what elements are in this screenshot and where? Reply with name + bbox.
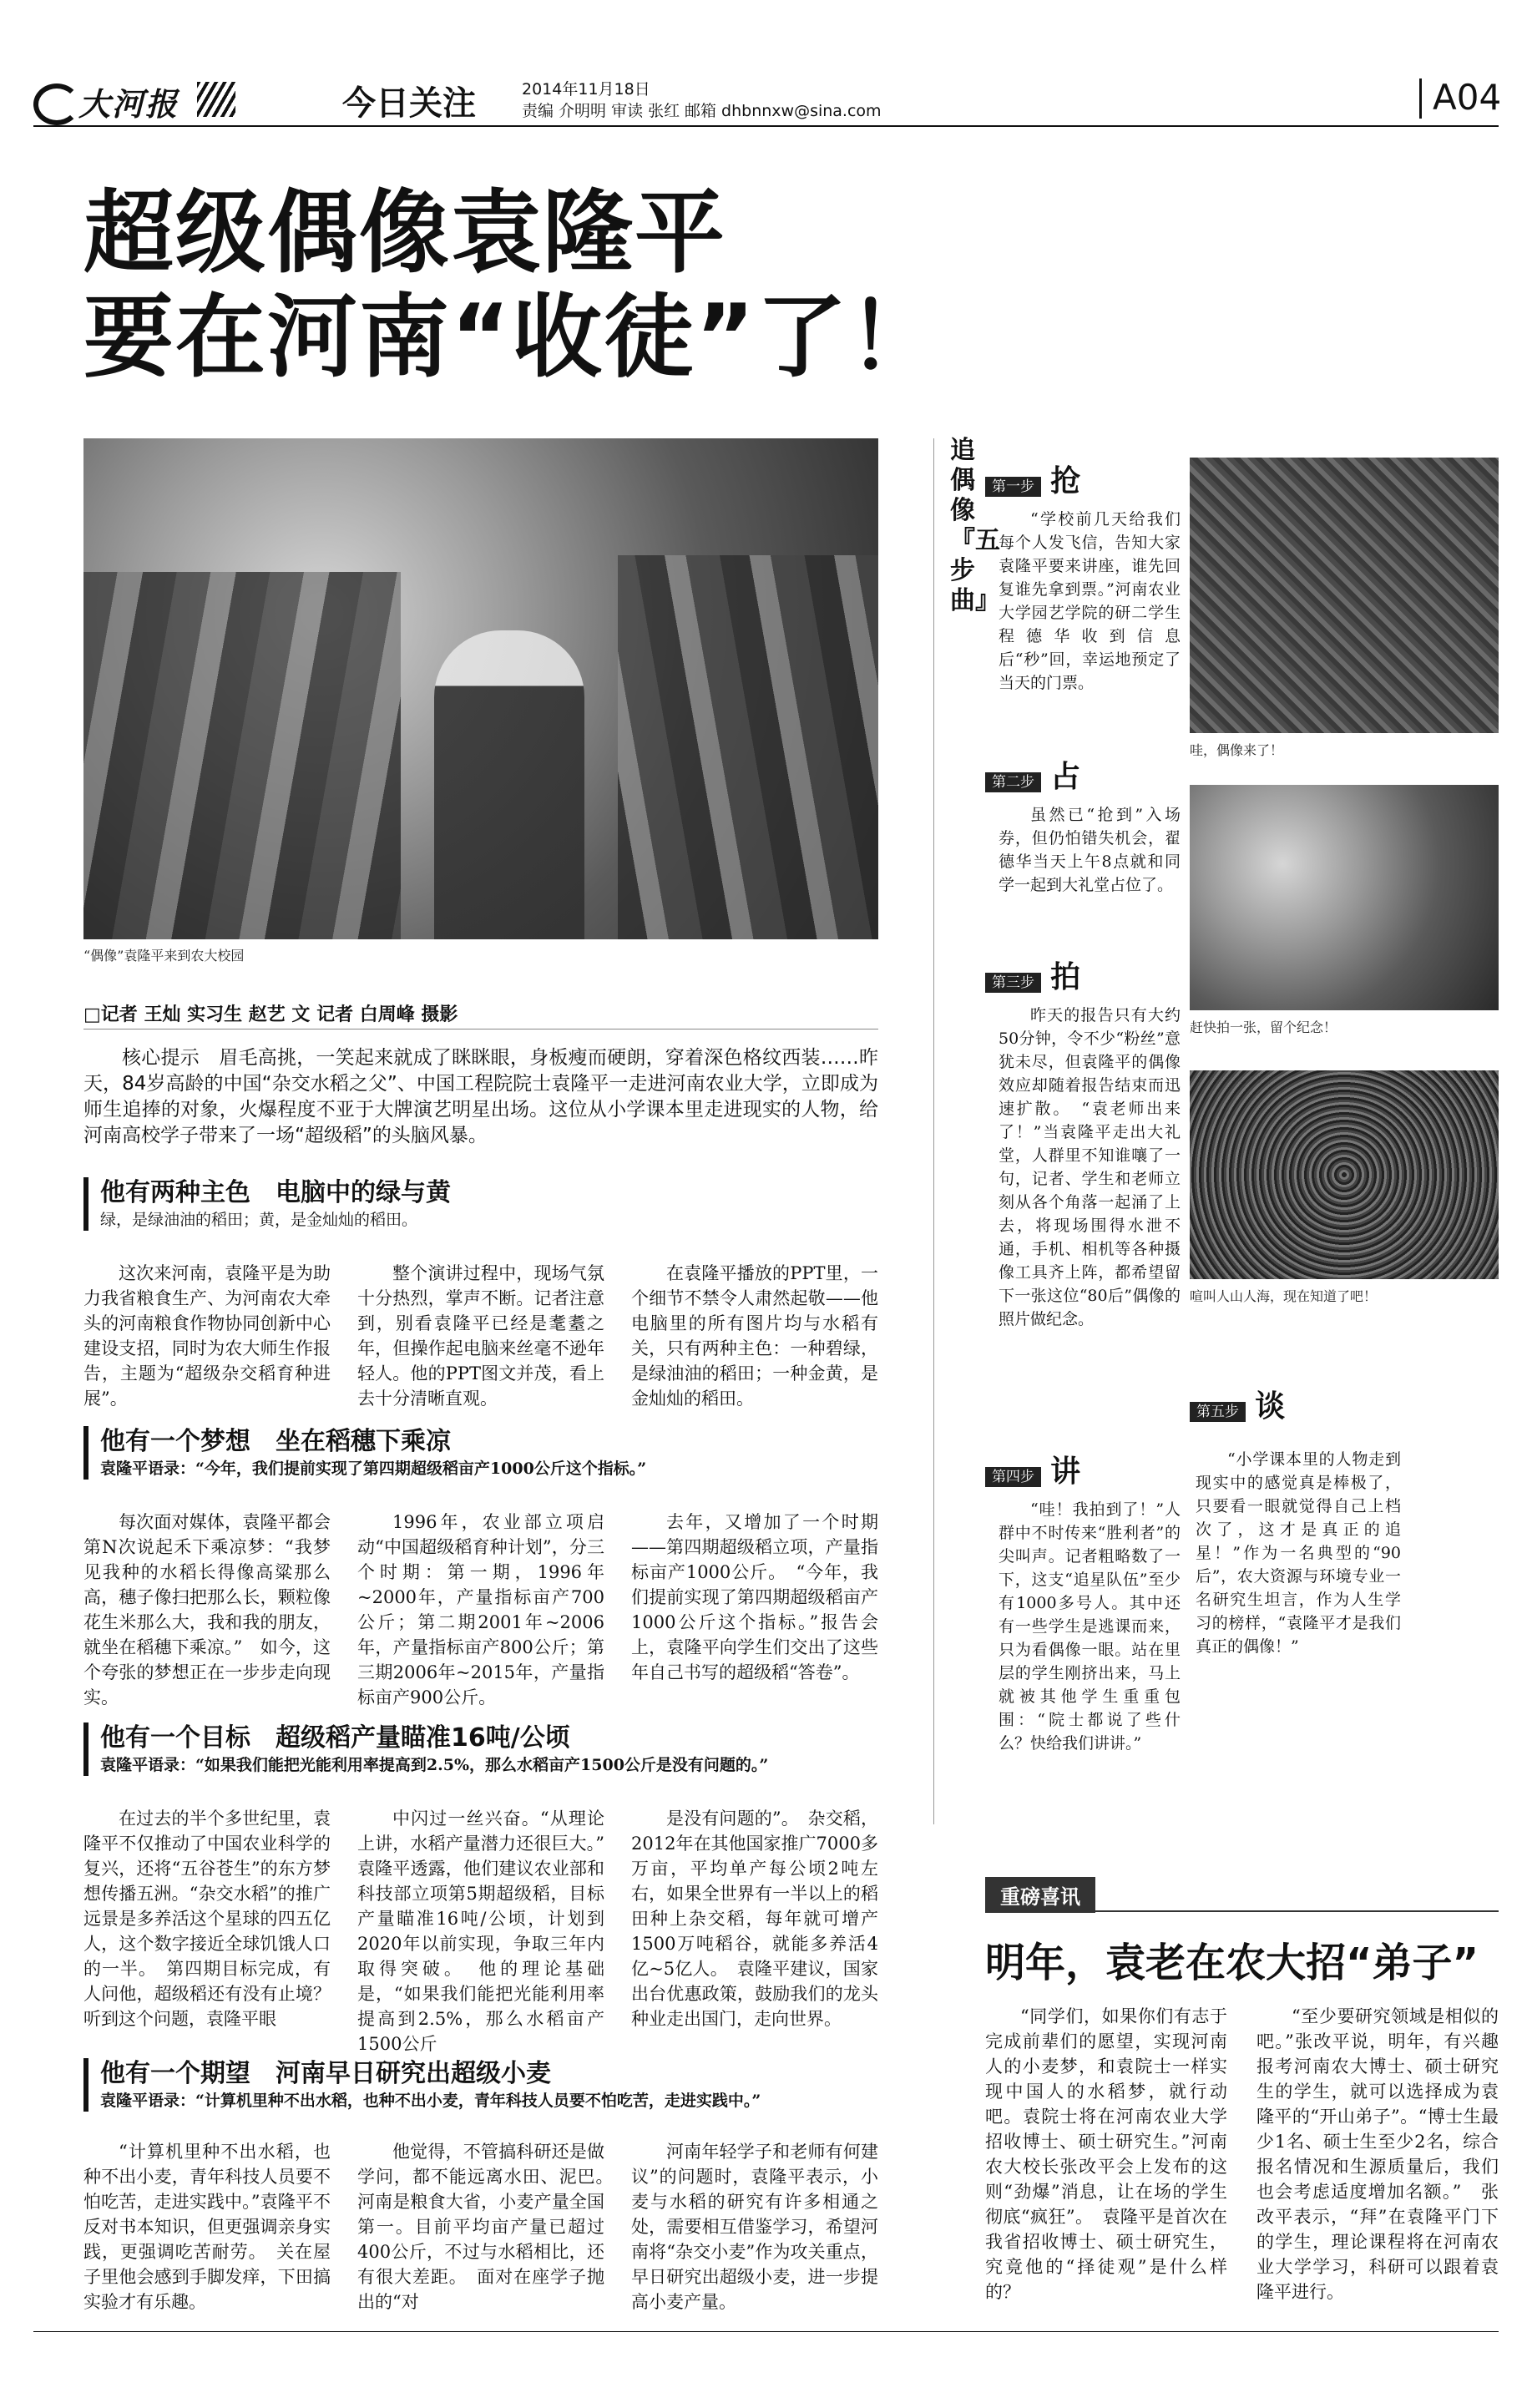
step-2 <box>985 753 1177 796</box>
section-3 <box>83 1723 878 1776</box>
section-1-title: 他有两种主色 电脑中的绿与黄 <box>100 1178 451 1207</box>
section-1-col-3: 在袁隆平播放的PPT里，一个细节不禁令人肃然起敬——他电脑里的所有图片均与水稻有关，只有两种主色：一种碧绿，是绿油油的稻田；一种金黄，是金灿灿的稻田。 <box>631 1263 878 1409</box>
masthead-rule <box>33 125 1499 127</box>
logo-swirl-icon <box>33 83 80 125</box>
masthead <box>33 73 1502 125</box>
main-photo-crowd-left <box>83 572 401 939</box>
section-4-sub: 袁隆平语录：“计算机里种不出水稻，也种不出小麦，青年科技人员要不怕吃苦，走进实践中。” <box>100 2092 761 2110</box>
section-3-col-2: 中闪过一丝兴奋。“从理论上讲，水稻产量潜力还很巨大。” 袁隆平透露，他们建议农业部和科技部立项第5期超级稻，目标产量瞄准16吨/公顷，计划到2020年以前实现，争取三年内取得突破。 他的理论基础是，“如果我们能把光能利用率提高到2.5%，那么水稻亩产1500公斤 <box>357 1809 622 2054</box>
section-title: 今日关注 <box>342 83 476 123</box>
logo <box>33 78 242 123</box>
page-number: A04 <box>1433 77 1502 118</box>
step-4-tag: 第四步 <box>985 1467 1041 1487</box>
step-3-text: 昨天的报告只有大约50分钟，令不少“粉丝”意犹未尽，但袁隆平的偶像效应却随着报告结束而迅速扩散。 “袁老师出来了！”当袁隆平走出大礼堂，人群里不知谁嚷了一句，记者、学生和老师立刻从各个角落一起涌了上去，将现场围得水泄不通，手机、相机等各种摄像工具齐上阵，都希望留下一张这位“80后”偶像的照片做纪念。 <box>999 1006 1181 1328</box>
section-2-col-1: 每次面对媒体，袁隆平都会第N次说起禾下乘凉梦：“我梦见我种的水稻长得像高粱那么高，穗子像扫把那么长，颗粒像花生米那么大，我和我的朋友，就坐在稻穗下乘凉。” 如今，这个夸张的梦想正在一步步走向现实。 <box>83 1512 331 1707</box>
step-4-name: 讲 <box>1050 1454 1081 1489</box>
step-1-name: 抢 <box>1050 464 1081 498</box>
step-3-name: 拍 <box>1050 960 1081 994</box>
section-1 <box>83 1177 878 1231</box>
sidebar-photo-2-caption: 赶快拍一张，留个纪念！ <box>1190 1019 1337 1035</box>
logo-slash-divider <box>197 82 235 117</box>
step-2-tag: 第二步 <box>985 772 1041 792</box>
sidebar-photo-3 <box>1190 1070 1499 1279</box>
section-4-col-1: “计算机里种不出水稻，也种不出小麦，青年科技人员要不怕吃苦，走进实践中。”袁隆平不反对书本知识，但更强调亲身实践，更强调吃苦耐劳。 关在屋子里他会感到手脚发痒，下田搞实验才有乐趣。 <box>83 2142 331 2312</box>
section-3-col-3: 是没有问题的”。 杂交稻，2012年在其他国家推广7000多万亩，平均单产每公顷2吨左右，如果全世界有一半以上的稻田种上杂交稻，每年就可增产1500万吨稻谷，就能多养活4亿~5亿人。 袁隆平建议，国家出台优惠政策，鼓励我们的龙头种业走出国门，走向世界。 <box>631 1809 878 2029</box>
section-4 <box>83 2058 878 2112</box>
step-5-tag: 第五步 <box>1190 1402 1246 1422</box>
section-3-sub: 袁隆平语录：“如果我们能把光能利用率提高到2.5%，那么水稻亩产1500公斤是没有问题的。” <box>100 1756 769 1774</box>
sidebar-photo-1 <box>1190 458 1499 733</box>
sidebar-photo-3-caption: 喧叫人山人海，现在知道了吧！ <box>1190 1288 1378 1304</box>
main-photo <box>83 438 878 939</box>
step-1-text: “学校前几天给我们每个人发飞信，告知大家袁隆平要来讲座，谁先回复谁先拿到票。”河南农业大学园艺学院的研二学生程德华收到信息后“秒”回，幸运地预定了当天的门票。 <box>999 510 1181 692</box>
section-3-title: 他有一个目标 超级稻产量瞄准16吨/公顷 <box>100 1723 570 1753</box>
section-2-col-3: 去年，又增加了一个时期——第四期超级稻立项，产量指标亩产1000公斤。 “今年，我们提前实现了第四期超级稻亩产1000公斤这个指标。”报告会上，袁隆平向学生们交出了这些年自己书写的超级稻“答卷”。 <box>631 1512 878 1682</box>
news-col-1: “同学们，如果你们有志于完成前辈们的愿望，实现河南人的小麦梦，和袁院士一样实现中国人的水稻梦，就行动吧。袁院士将在河南农业大学招收博士、硕士研究生。”河南农大校长张改平会上发布的这则“劲爆”消息，让在场的学生彻底“疯狂”。 袁隆平是首次在我省招收博士、硕士研究生，究竟他的“择徒观”是什么样的？ <box>985 2006 1227 2302</box>
editors: 责编 介明明 审读 张红 <box>522 102 680 120</box>
step-5-text: “小学课本里的人物走到现实中的感觉真是棒极了，只要看一眼就觉得自己上档次了，这才是真正的追星！”作为一名典型的“90后”，农大资源与环境专业一名研究生坦言，作为人生学习的榜样，“袁隆平才是我们真正的偶像！” <box>1196 1450 1401 1656</box>
step-5-name: 谈 <box>1255 1389 1286 1424</box>
headline-line-1: 超级偶像袁隆平 <box>83 181 727 286</box>
section-2-title: 他有一个梦想 坐在稻穗下乘凉 <box>100 1427 451 1456</box>
news-col-2: “至少要研究领域是相似的吧。”张改平说，明年，有兴趣报考河南农大博士、硕士研究生的学生，就可以选择成为袁隆平的“开山弟子”。“博士生最少1名、硕士生至少2名，综合报名情况和生源质量后，我们也会考虑适度增加名额。” 张改平表示，“拜”在袁隆平门下的学生，理论课程将在河南农业大学学习，科研可以跟着袁隆平进行。 <box>1256 2006 1499 2302</box>
intro-text: 核心提示 眉毛高挑，一笑起来就成了眯眯眼，身板瘦而硬朗，穿着深色格纹西装……昨天，84岁高龄的中国“杂交水稻之父”、中国工程院院士袁隆平一走进河南农业大学，立即成为师生追捧的对象，火爆程度不亚于大牌演艺明星出场。这位从小学课本里走进现实的人物，给河南高校学子带来了一场“超级稻”的头脑风暴。 <box>83 1047 878 1146</box>
step-2-name: 占 <box>1050 760 1081 794</box>
news-rule <box>985 1910 1499 1912</box>
footer-rule <box>33 2331 1499 2332</box>
news-title: 明年，袁老在农大招“弟子” <box>985 1940 1479 1986</box>
step-3-tag: 第三步 <box>985 973 1041 993</box>
step-2-text: 虽然已“抢到”入场券，但仍怕错失机会，翟德华当天上午8点就和同学一起到大礼堂占位了。 <box>999 806 1181 894</box>
byline: □记者 王灿 实习生 赵艺 文 记者 白周峰 摄影 <box>83 1004 458 1025</box>
step-5 <box>1190 1383 1440 1425</box>
step-1 <box>985 458 1177 500</box>
section-4-col-3: 河南年轻学子和老师有何建议”的问题时，袁隆平表示，小麦与水稻的研究有许多相通之处，需要相互借鉴学习，希望河南将“杂交小麦”作为攻关重点，早日研究出超级小麦，进一步提高小麦产量。 <box>631 2142 878 2312</box>
step-4-text: “哇！我拍到了！”人群中不时传来“胜利者”的尖叫声。记者粗略数了一下，这支“追星队伍”至少有1000多号人。其中还有一些学生是逃课而来，只为看偶像一眼。站在里层的学生刚挤出来，马上就被其他学生重重包围：“院士都说了些什么？快给我们讲讲。” <box>999 1500 1181 1753</box>
main-photo-caption: “偶像”袁隆平来到农大校园 <box>83 948 245 964</box>
section-3-col-1: 在过去的半个多世纪里，袁隆平不仅推动了中国农业科学的复兴，还将“五谷苍生”的东方梦想传播五洲。“杂交水稻”的推广远景是多养活这个星球的四五亿人，这个数字接近全球饥饿人口的一半。 第四期目标完成，有人问他，超级稻还有没有止境？ 听到这个问题，袁隆平眼 <box>83 1809 348 2029</box>
column-divider <box>933 438 934 1824</box>
news-label: 重磅喜讯 <box>985 1877 1095 1913</box>
main-photo-crowd-right <box>618 555 878 939</box>
email: 邮箱 dhbnnxw@sina.com <box>685 102 882 120</box>
masthead-divider <box>1419 78 1422 119</box>
section-1-col-2: 整个演讲过程中，现场气氛十分热烈，掌声不断。记者注意到，别看袁隆平已经是耄耋之年，但操作起电脑来丝毫不逊年轻人。他的PPT图文并茂，看上去十分清晰直观。 <box>357 1263 604 1409</box>
section-1-sub: 绿，是绿油油的稻田；黄，是金灿灿的稻田。 <box>100 1211 418 1229</box>
step-3 <box>985 954 1177 996</box>
section-4-col-2: 他觉得，不管搞科研还是做学问，都不能远离水田、泥巴。 河南是粮食大省，小麦产量全国第一。目前平均亩产量已超过400公斤，不过与水稻相比，还有很大差距。 面对在座学子抛出的“对 <box>357 2142 622 2312</box>
issue-date: 2014年11月18日 <box>522 80 650 99</box>
section-2 <box>83 1426 878 1480</box>
logo-text: 大河报 <box>78 85 179 123</box>
main-photo-figure <box>434 630 584 939</box>
section-2-col-2: 1996年，农业部立项启动“中国超级稻育种计划”，分三个时期：第一期，1996年~2000年，产量指标亩产700公斤；第二期2001年~2006年，产量指标亩产800公斤；第三期2006年~2015年，产量指标亩产900公斤。 <box>357 1512 604 1707</box>
section-2-sub: 袁隆平语录：“今年，我们提前实现了第四期超级稻亩产1000公斤这个指标。” <box>100 1459 647 1478</box>
sidebar-title: 追偶像『五步曲』 <box>950 436 1000 615</box>
section-4-title: 他有一个期望 河南早日研究出超级小麦 <box>100 2059 551 2088</box>
headline-line-2: 要在河南“收徒”了！ <box>83 286 940 390</box>
step-1-tag: 第一步 <box>985 477 1041 497</box>
sidebar-photo-1-caption: 哇，偶像来了！ <box>1190 742 1284 758</box>
sidebar-photo-2 <box>1190 785 1499 1010</box>
step-4 <box>985 1448 1177 1490</box>
section-1-col-1: 这次来河南，袁隆平是为助力我省粮食生产、为河南农大牵头的河南粮食作物协同创新中心建设支招，同时为农大师生作报告，主题为“超级杂交稻育种进展”。 <box>83 1263 331 1409</box>
